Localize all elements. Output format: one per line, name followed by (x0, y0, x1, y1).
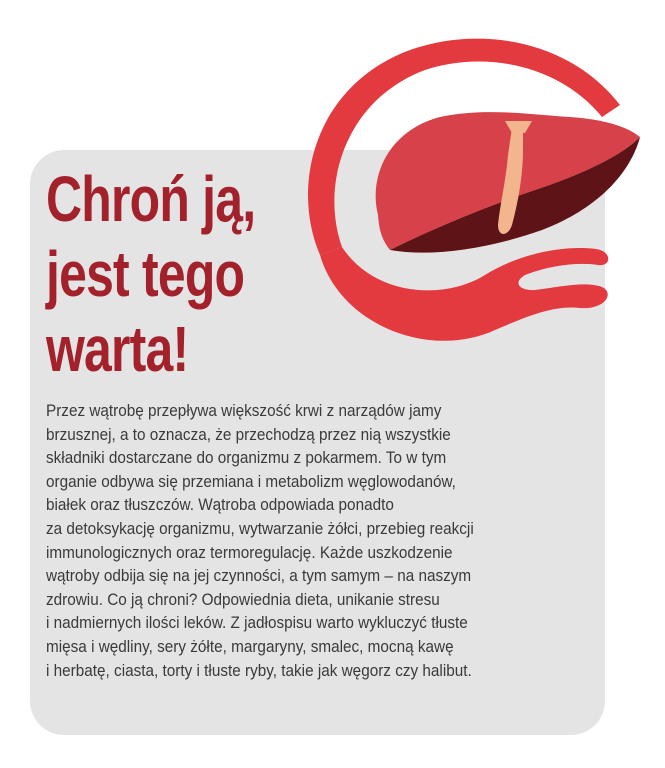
body-line: immunologicznych oraz termoregulację. Każde uszkodzenie (46, 542, 453, 562)
body-line: zdrowiu. Co ją chroni? Odpowiednia dieta, unikanie stresu (46, 589, 440, 609)
headline-line-2: jest tego (46, 238, 245, 310)
body-line: mięsa i wędliny, sery żółte, margaryny, smalec, mocną kawę (46, 636, 454, 656)
body-line: i herbatę, ciasta, torty i tłuste ryby, takie jak węgorz czy halibut. (46, 660, 472, 680)
headline-line-1: Chroń ją, (46, 163, 256, 235)
body-line: wątroby odbija się na jej czynności, a tym samym – na naszym (46, 566, 472, 586)
body-line: Przez wątrobę przepływa większość krwi z narządów jamy (46, 401, 442, 420)
body-line: brzusznej, a to oznacza, że przechodzą przez nią wszystkie (46, 424, 451, 444)
body-line: organie odbywa się przemiana i metabolizm węglowodanów, (46, 471, 456, 491)
body-line: i nadmiernych ilości leków. Z jadłospisu warto wykluczyć tłuste (46, 613, 468, 633)
headline (46, 162, 255, 387)
body-line: składniki dostarczane do organizmu z pokarmem. To w tym (46, 448, 447, 468)
liver-in-hand-icon (280, 25, 665, 370)
body-line: za detoksykację organizmu, wytwarzanie żółci, przebieg reakcji (46, 518, 474, 538)
hand-shape (320, 247, 608, 341)
body-line: białek oraz tłuszczów. Wątroba odpowiada ponadto (46, 495, 394, 515)
headline-line-3: warta! (46, 313, 189, 385)
body-paragraph (46, 399, 591, 682)
